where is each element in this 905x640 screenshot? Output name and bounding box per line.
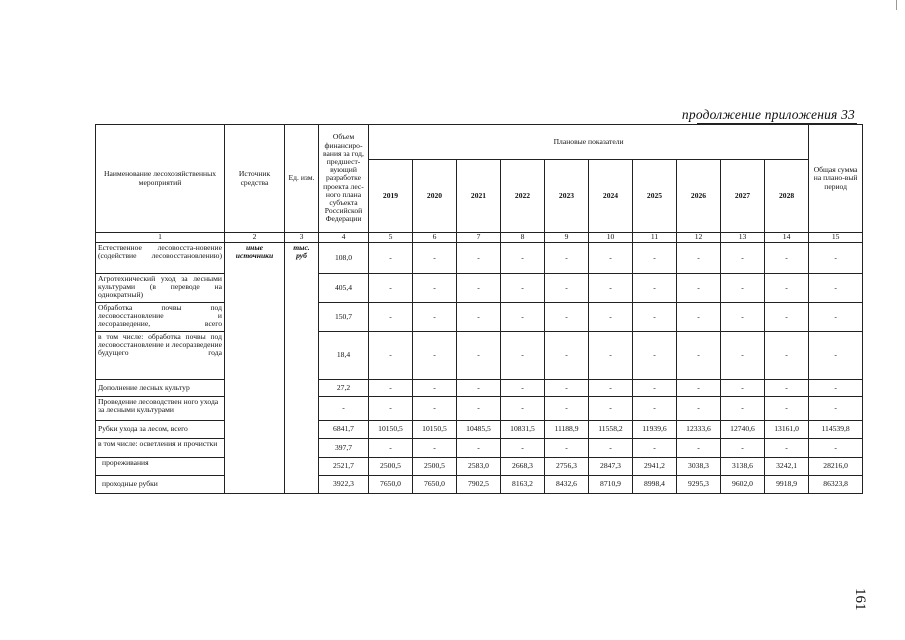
- year-value-cell: -: [413, 397, 457, 421]
- year-value-cell: 3138,6: [721, 458, 765, 476]
- year-value-cell: 11188,9: [545, 421, 589, 439]
- year-value-cell: -: [501, 243, 545, 274]
- year-value-cell: -: [765, 332, 809, 380]
- year-value-cell: -: [721, 380, 765, 397]
- column-number: 14: [765, 233, 809, 243]
- column-number: 2: [225, 233, 285, 243]
- year-value-cell: -: [369, 332, 413, 380]
- year-value-cell: 10150,5: [413, 421, 457, 439]
- year-value-cell: 10150,5: [369, 421, 413, 439]
- year-value-cell: -: [369, 380, 413, 397]
- total-cell: -: [809, 439, 863, 458]
- year-value-cell: -: [413, 243, 457, 274]
- year-value-cell: -: [545, 397, 589, 421]
- row-name: проходные рубки: [96, 476, 225, 494]
- header-year: 2022: [501, 160, 545, 233]
- table-row: [96, 397, 863, 421]
- year-value-cell: -: [369, 274, 413, 303]
- year-value-cell: 2941,2: [633, 458, 677, 476]
- header-year: 2023: [545, 160, 589, 233]
- year-value-cell: 9295,3: [677, 476, 721, 494]
- year-value-cell: 3038,3: [677, 458, 721, 476]
- year-value-cell: 7650,0: [413, 476, 457, 494]
- year-value-cell: -: [589, 274, 633, 303]
- year-value-cell: -: [457, 243, 501, 274]
- table-row: [96, 380, 863, 397]
- year-value-cell: -: [589, 332, 633, 380]
- column-number: 7: [457, 233, 501, 243]
- volume-cell: 405,4: [319, 274, 369, 303]
- year-value-cell: 7902,5: [457, 476, 501, 494]
- year-value-cell: -: [369, 439, 413, 458]
- header-year: 2021: [457, 160, 501, 233]
- year-value-cell: -: [633, 380, 677, 397]
- year-value-cell: -: [501, 439, 545, 458]
- year-value-cell: 2500,5: [413, 458, 457, 476]
- year-value-cell: -: [457, 380, 501, 397]
- total-cell: -: [809, 380, 863, 397]
- total-cell: 114539,8: [809, 421, 863, 439]
- year-value-cell: -: [677, 332, 721, 380]
- year-value-cell: -: [589, 397, 633, 421]
- year-value-cell: -: [633, 243, 677, 274]
- year-value-cell: -: [633, 439, 677, 458]
- year-value-cell: -: [721, 397, 765, 421]
- year-value-cell: 10831,5: [501, 421, 545, 439]
- year-value-cell: 8163,2: [501, 476, 545, 494]
- year-value-cell: 7650,0: [369, 476, 413, 494]
- row-name: прореживания: [96, 458, 225, 476]
- year-value-cell: -: [545, 380, 589, 397]
- year-value-cell: -: [501, 380, 545, 397]
- year-value-cell: -: [633, 274, 677, 303]
- year-value-cell: -: [765, 243, 809, 274]
- year-value-cell: 9918,9: [765, 476, 809, 494]
- page-number: 161: [852, 588, 868, 611]
- year-value-cell: -: [677, 243, 721, 274]
- year-value-cell: -: [369, 303, 413, 332]
- table-row: [96, 458, 863, 476]
- volume-cell: -: [319, 397, 369, 421]
- year-value-cell: -: [589, 303, 633, 332]
- year-value-cell: 2500,5: [369, 458, 413, 476]
- year-value-cell: -: [721, 303, 765, 332]
- year-value-cell: -: [589, 380, 633, 397]
- year-value-cell: -: [677, 380, 721, 397]
- column-number: 9: [545, 233, 589, 243]
- year-value-cell: -: [589, 439, 633, 458]
- year-value-cell: -: [677, 303, 721, 332]
- year-value-cell: -: [369, 397, 413, 421]
- year-value-cell: -: [765, 397, 809, 421]
- column-number: 11: [633, 233, 677, 243]
- volume-cell: 27,2: [319, 380, 369, 397]
- volume-cell: 3922,3: [319, 476, 369, 494]
- year-value-cell: -: [589, 243, 633, 274]
- header-year: 2025: [633, 160, 677, 233]
- header-year: 2028: [765, 160, 809, 233]
- year-value-cell: 8710,9: [589, 476, 633, 494]
- year-value-cell: -: [545, 439, 589, 458]
- row-name: Проведение лесоводствен ного ухода за лесными культурами: [96, 397, 225, 421]
- year-value-cell: -: [413, 332, 457, 380]
- total-cell: 28216,0: [809, 458, 863, 476]
- year-value-cell: -: [413, 380, 457, 397]
- year-value-cell: 10485,5: [457, 421, 501, 439]
- row-name: Естественное лесовосста-новение (содействие лесовосстановлению): [96, 243, 225, 274]
- year-value-cell: 12740,6: [721, 421, 765, 439]
- year-value-cell: 11939,6: [633, 421, 677, 439]
- year-value-cell: 2583,0: [457, 458, 501, 476]
- year-value-cell: 11558,2: [589, 421, 633, 439]
- header-volume: Объем финансиро-вания за год, предшест-вующий разработке проекта лес-ного плана субъекта Российской Федерации: [319, 125, 369, 233]
- total-cell: -: [809, 243, 863, 274]
- column-number: 4: [319, 233, 369, 243]
- volume-cell: 18,4: [319, 332, 369, 380]
- year-value-cell: -: [633, 303, 677, 332]
- header-year: 2027: [721, 160, 765, 233]
- volume-cell: 2521,7: [319, 458, 369, 476]
- year-value-cell: -: [369, 243, 413, 274]
- year-value-cell: -: [501, 397, 545, 421]
- year-value-cell: 9602,0: [721, 476, 765, 494]
- year-value-cell: -: [501, 303, 545, 332]
- year-value-cell: -: [721, 439, 765, 458]
- year-value-cell: -: [413, 274, 457, 303]
- table-row: [96, 303, 863, 332]
- year-value-cell: 13161,0: [765, 421, 809, 439]
- year-value-cell: -: [765, 274, 809, 303]
- total-cell: -: [809, 303, 863, 332]
- year-value-cell: -: [545, 303, 589, 332]
- column-number: 1: [96, 233, 225, 243]
- total-cell: 86323,8: [809, 476, 863, 494]
- volume-cell: 108,0: [319, 243, 369, 274]
- row-name: Рубки ухода за лесом, всего: [96, 421, 225, 439]
- year-value-cell: 8432,6: [545, 476, 589, 494]
- table-row: [96, 421, 863, 439]
- total-cell: -: [809, 332, 863, 380]
- year-value-cell: 3242,1: [765, 458, 809, 476]
- year-value-cell: -: [545, 332, 589, 380]
- year-value-cell: -: [633, 332, 677, 380]
- table-row: [96, 476, 863, 494]
- appendix-caption: продолжение приложения 33: [681, 107, 855, 122]
- year-value-cell: -: [457, 439, 501, 458]
- column-number: 8: [501, 233, 545, 243]
- year-value-cell: 8998,4: [633, 476, 677, 494]
- year-value-cell: -: [501, 274, 545, 303]
- total-cell: -: [809, 274, 863, 303]
- header-source: Источник средства: [225, 125, 285, 233]
- source-cell: иные источники: [225, 243, 285, 494]
- table-row: [96, 439, 863, 458]
- volume-cell: 6841,7: [319, 421, 369, 439]
- year-value-cell: -: [721, 274, 765, 303]
- year-value-cell: -: [413, 303, 457, 332]
- row-name: в том числе: обработка почвы под лесовосстановление и лесоразведение будущего года: [96, 332, 225, 380]
- year-value-cell: -: [677, 397, 721, 421]
- column-number: 5: [369, 233, 413, 243]
- column-number: 12: [677, 233, 721, 243]
- volume-cell: 150,7: [319, 303, 369, 332]
- year-value-cell: -: [457, 303, 501, 332]
- header-unit: Ед. изм.: [285, 125, 319, 233]
- year-value-cell: -: [545, 274, 589, 303]
- header-total: Общая сумма на плано-вый период: [809, 125, 863, 233]
- header-name: Наименование лесохозяйственных мероприятий: [96, 125, 225, 233]
- year-value-cell: -: [677, 439, 721, 458]
- year-value-cell: -: [721, 332, 765, 380]
- total-cell: -: [809, 397, 863, 421]
- year-value-cell: 2668,3: [501, 458, 545, 476]
- year-value-cell: 2847,3: [589, 458, 633, 476]
- column-number: 3: [285, 233, 319, 243]
- year-value-cell: 12333,6: [677, 421, 721, 439]
- year-value-cell: 2756,3: [545, 458, 589, 476]
- header-year: 2019: [369, 160, 413, 233]
- year-value-cell: -: [633, 397, 677, 421]
- table-row: [96, 243, 863, 274]
- column-number: 13: [721, 233, 765, 243]
- table-row: [96, 332, 863, 380]
- year-value-cell: -: [677, 274, 721, 303]
- year-value-cell: -: [457, 274, 501, 303]
- year-value-cell: -: [545, 243, 589, 274]
- unit-cell: тыс. руб: [285, 243, 319, 494]
- header-year: 2024: [589, 160, 633, 233]
- year-value-cell: -: [457, 332, 501, 380]
- year-value-cell: -: [413, 439, 457, 458]
- year-value-cell: -: [721, 243, 765, 274]
- header-year: 2020: [413, 160, 457, 233]
- column-number: 10: [589, 233, 633, 243]
- row-name: Агротехнический уход за лесными культурами (в переводе на однократный): [96, 274, 225, 303]
- volume-cell: 397,7: [319, 439, 369, 458]
- scan-edge-mark: [896, 0, 897, 10]
- row-name: Обработка почвы под лесовосстановление и лесоразведение, всего: [96, 303, 225, 332]
- table-row: [96, 274, 863, 303]
- forestry-plan-table: [95, 124, 863, 494]
- year-value-cell: -: [765, 303, 809, 332]
- header-row-1: [96, 125, 863, 160]
- year-value-cell: -: [501, 332, 545, 380]
- row-name: Дополнение лесных культур: [96, 380, 225, 397]
- column-number: 6: [413, 233, 457, 243]
- column-number-row: [96, 233, 863, 243]
- row-name: в том числе: осветления и прочистки: [96, 439, 225, 458]
- year-value-cell: -: [765, 380, 809, 397]
- column-number: 15: [809, 233, 863, 243]
- header-year: 2026: [677, 160, 721, 233]
- year-value-cell: -: [765, 439, 809, 458]
- year-value-cell: -: [457, 397, 501, 421]
- header-planned: Плановые показатели: [369, 125, 809, 160]
